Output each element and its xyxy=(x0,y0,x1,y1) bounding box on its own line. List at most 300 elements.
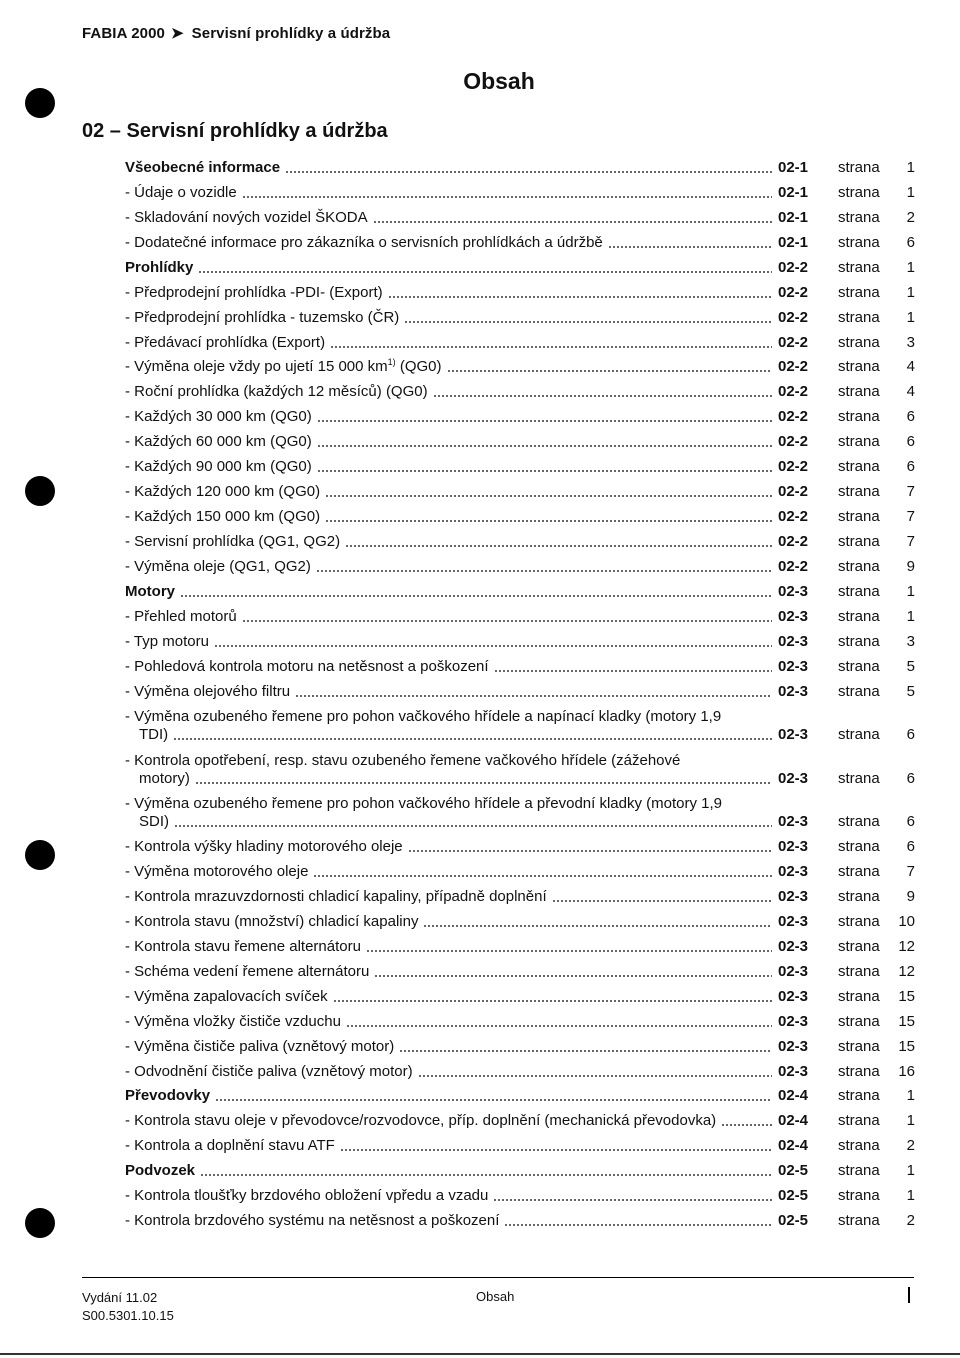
toc-page-number: 6 xyxy=(906,813,915,831)
toc-page-number: 6 xyxy=(906,408,915,426)
toc-text-line1: - Výměna ozubeného řemene pro pohon vačkového hřídele a převodní kladky (motory 1,9 xyxy=(125,795,723,813)
dot-leader xyxy=(325,495,772,497)
toc-page-ref xyxy=(838,683,915,701)
toc-page-ref xyxy=(838,408,915,426)
toc-chapter-code: 02-3 xyxy=(778,937,809,955)
toc-text xyxy=(125,533,340,551)
toc-chapter-code: 02-2 xyxy=(778,333,809,351)
toc-line-2 xyxy=(125,770,778,788)
toc-chapter-code: 02-2 xyxy=(778,433,809,451)
toc-text-main: Prohlídky xyxy=(125,258,194,276)
toc-page-ref xyxy=(838,458,915,476)
toc-text-main: - Výměna čističe paliva (vznětový motor) xyxy=(125,1037,395,1055)
toc-page-word: strana xyxy=(838,582,880,600)
toc-line-2 xyxy=(125,726,778,744)
toc-page-ref xyxy=(838,1013,915,1031)
toc-chapter-code: 02-2 xyxy=(778,283,809,301)
toc-entry xyxy=(125,651,915,676)
toc-page-ref xyxy=(838,1162,915,1180)
binder-hole-icon xyxy=(25,840,55,870)
dot-leader xyxy=(504,1224,772,1226)
dot-leader xyxy=(313,875,772,877)
toc-page-ref xyxy=(838,1087,915,1105)
toc-entry xyxy=(125,526,915,551)
dot-leader xyxy=(285,171,772,173)
toc-text xyxy=(125,159,280,177)
toc-text xyxy=(125,1063,413,1081)
toc-label xyxy=(125,863,778,881)
toc-page-number: 2 xyxy=(906,1212,915,1230)
toc-page-word: strana xyxy=(838,1012,880,1030)
toc-page-number: 1 xyxy=(906,308,915,326)
toc-page-ref xyxy=(838,383,915,401)
toc-chapter-code: 02-2 xyxy=(778,308,809,326)
toc-label xyxy=(125,913,778,931)
toc-category xyxy=(125,1155,915,1180)
page-bottom-edge xyxy=(0,1353,960,1355)
toc-page-number: 12 xyxy=(898,962,915,980)
toc-text-main: - Kontrola mrazuvzdornosti chladicí kapaliny, případně doplnění xyxy=(125,887,547,905)
dot-leader xyxy=(198,271,772,273)
toc-text xyxy=(125,913,418,931)
dot-leader xyxy=(214,645,772,647)
toc-label xyxy=(125,1112,778,1130)
toc-label xyxy=(125,838,778,856)
toc-text-main: - Každých 90 000 km (QG0) xyxy=(125,458,312,476)
footer-page-mark xyxy=(908,1287,910,1303)
toc-page-word: strana xyxy=(838,1087,880,1105)
toc-text-main: - Výměna vložky čističe vzduchu xyxy=(125,1012,341,1030)
toc-chapter-code: 02-3 xyxy=(778,582,809,600)
toc-entry xyxy=(125,1006,915,1031)
toc-chapter-code: 02-2 xyxy=(778,383,809,401)
toc-page-number: 1 xyxy=(906,1087,915,1105)
toc-page-number: 5 xyxy=(906,657,915,675)
toc-text xyxy=(125,558,311,576)
toc-page-ref xyxy=(838,863,915,881)
toc-page-word: strana xyxy=(838,937,880,955)
toc-label xyxy=(125,383,778,401)
dot-leader xyxy=(433,395,772,397)
toc-label xyxy=(125,408,778,426)
toc-chapter-code: 02-3 xyxy=(778,887,809,905)
toc-label xyxy=(125,583,778,601)
dot-leader xyxy=(317,445,772,447)
toc-page-ref xyxy=(838,558,915,576)
arrow-right-icon: ➤ xyxy=(170,25,184,42)
toc-page-word: strana xyxy=(838,769,880,787)
toc-page-number: 6 xyxy=(906,726,915,744)
toc-page-number: 4 xyxy=(906,383,915,401)
toc-text xyxy=(125,284,383,302)
toc-page-word: strana xyxy=(838,533,880,550)
toc-text xyxy=(125,1162,195,1180)
toc-entry xyxy=(125,676,915,701)
toc-page-number: 3 xyxy=(906,333,915,351)
toc-page-word: strana xyxy=(838,458,880,476)
toc-page-ref xyxy=(838,1137,915,1155)
dot-leader xyxy=(494,670,772,672)
toc-entry xyxy=(125,1056,915,1081)
toc-text-line1: - Výměna ozubeného řemene pro pohon vačkového hřídele a napínací kladky (motory 1,9 xyxy=(125,708,722,726)
binder-hole-icon xyxy=(25,1208,55,1238)
toc-text-main: - Schéma vedení řemene alternátoru xyxy=(125,962,370,980)
toc-page-number: 1 xyxy=(906,582,915,600)
toc-chapter-code: 02-5 xyxy=(778,1162,809,1180)
toc-page-number: 1 xyxy=(906,607,915,625)
toc-chapter-code: 02-1 xyxy=(778,208,809,226)
toc-text xyxy=(125,658,489,676)
toc-page-word: strana xyxy=(838,1187,880,1205)
toc-text xyxy=(125,633,209,651)
toc-chapter-code: 02-1 xyxy=(778,183,809,201)
toc-text xyxy=(125,1038,394,1056)
toc-text xyxy=(125,888,547,906)
toc-page-word: strana xyxy=(838,1137,880,1155)
toc-entry xyxy=(125,956,915,981)
toc-page-ref xyxy=(838,334,915,352)
binder-hole-icon xyxy=(25,476,55,506)
toc-page-ref xyxy=(838,358,915,376)
toc-label xyxy=(125,1162,778,1180)
toc-text-main: - Výměna zapalovacích svíček xyxy=(125,987,328,1005)
toc-text-main: - Dodatečné informace pro zákazníka o servisních prohlídkách a údržbě xyxy=(125,233,603,251)
toc-text-main: - Výměna motorového oleje xyxy=(125,863,309,880)
toc-page-number: 1 xyxy=(906,158,915,176)
toc-text xyxy=(125,1187,488,1205)
dot-leader xyxy=(366,950,772,952)
toc-page-word: strana xyxy=(838,813,880,831)
dot-leader xyxy=(180,595,772,597)
toc-page-word: strana xyxy=(838,333,880,351)
toc-page-word: strana xyxy=(838,1212,880,1230)
toc-page-word: strana xyxy=(838,183,880,201)
toc-label xyxy=(125,159,778,177)
toc-text xyxy=(125,988,328,1006)
footer-center: Obsah xyxy=(476,1289,515,1304)
dot-leader xyxy=(317,470,772,472)
toc-page-word: strana xyxy=(838,308,880,326)
toc-page-ref xyxy=(838,1112,915,1130)
dot-leader xyxy=(418,1075,772,1077)
toc-entry xyxy=(125,1031,915,1056)
toc-label xyxy=(125,309,778,327)
toc-page-word: strana xyxy=(838,863,880,880)
toc-text-main: - Výměna oleje (QG1, QG2) xyxy=(125,557,311,575)
toc-chapter-code: 02-3 xyxy=(778,607,809,625)
toc-page-word: strana xyxy=(838,233,880,251)
toc-page-number: 6 xyxy=(906,233,915,251)
toc-text-main: - Kontrola výšky hladiny motorového oleje xyxy=(125,838,403,856)
toc-page-ref xyxy=(838,888,915,906)
toc-page-ref xyxy=(838,938,915,956)
toc-label xyxy=(125,988,778,1006)
toc-page-number: 2 xyxy=(906,1137,915,1155)
dot-leader xyxy=(333,1000,772,1002)
toc-text-main: Motory xyxy=(125,582,175,600)
toc-page-word: strana xyxy=(838,283,880,301)
toc-category xyxy=(125,576,915,601)
toc-text-main: - Výměna oleje vždy po ujetí 15 000 km xyxy=(125,358,388,376)
dot-leader xyxy=(374,975,772,977)
toc-page-number: 4 xyxy=(906,358,915,376)
toc-label xyxy=(125,938,778,956)
toc-label xyxy=(125,234,778,252)
toc-label xyxy=(125,508,778,526)
toc-text xyxy=(125,259,193,277)
toc-text-line2: motory) xyxy=(139,769,190,787)
dot-leader xyxy=(404,321,772,323)
toc-label xyxy=(125,483,778,501)
toc-text-line1: - Kontrola opotřebení, resp. stavu ozubeného řemene vačkového hřídele (zážehové xyxy=(125,751,681,769)
toc-chapter-code: 02-3 xyxy=(778,769,809,787)
toc-page-number: 1 xyxy=(906,1162,915,1180)
toc-page-word: strana xyxy=(838,258,880,276)
toc-entry xyxy=(125,1130,915,1155)
dot-leader xyxy=(215,1099,772,1101)
toc-entry xyxy=(125,376,915,401)
toc-chapter-code: 02-2 xyxy=(778,508,809,526)
footer-doc-number: S00.5301.10.15 xyxy=(82,1308,174,1323)
toc-text-main: - Pohledová kontrola motoru na netěsnost a poškození xyxy=(125,657,489,675)
toc-page-ref xyxy=(838,1038,915,1056)
toc-page-ref xyxy=(838,770,915,788)
toc-chapter-code: 02-3 xyxy=(778,1062,809,1080)
toc-text xyxy=(125,938,361,956)
toc-entry xyxy=(125,352,915,377)
toc-text-main: - Přehled motorů xyxy=(125,607,237,625)
toc-entry xyxy=(125,701,915,745)
toc-chapter-code: 02-3 xyxy=(778,813,809,831)
toc-label xyxy=(125,658,778,676)
toc-text xyxy=(125,433,312,451)
toc-page-word: strana xyxy=(838,383,880,401)
toc-entry xyxy=(125,981,915,1006)
toc-page-ref xyxy=(838,988,915,1006)
toc-entry xyxy=(125,626,915,651)
toc-page-word: strana xyxy=(838,987,880,1005)
footer-divider xyxy=(82,1277,914,1278)
toc-text xyxy=(125,209,368,227)
toc-entry xyxy=(125,906,915,931)
toc-page-word: strana xyxy=(838,632,880,650)
toc-page-word: strana xyxy=(838,682,880,700)
toc-label xyxy=(125,353,778,376)
dot-leader xyxy=(373,221,772,223)
dot-leader xyxy=(317,420,772,422)
toc-text-line2: TDI) xyxy=(139,726,169,744)
dot-leader xyxy=(423,925,772,927)
dot-leader xyxy=(552,900,772,902)
dot-leader xyxy=(340,1149,772,1151)
dot-leader xyxy=(295,695,772,697)
toc-text-main: - Kontrola stavu (množství) chladicí kapaliny xyxy=(125,912,419,930)
toc-entry xyxy=(125,501,915,526)
toc-page-word: strana xyxy=(838,483,880,501)
toc-entry xyxy=(125,788,915,832)
toc-text-main: - Každých 150 000 km (QG0) xyxy=(125,508,321,526)
toc-page-number: 9 xyxy=(906,557,915,575)
footer-left xyxy=(82,1289,174,1325)
toc-page-word: strana xyxy=(838,1062,880,1080)
toc-page-ref xyxy=(838,583,915,601)
toc-text-main: - Každých 60 000 km (QG0) xyxy=(125,433,312,451)
toc-text xyxy=(125,583,175,601)
toc-label xyxy=(125,533,778,551)
toc-text-main: - Předprodejní prohlídka -PDI- (Export) xyxy=(125,283,383,301)
toc-category xyxy=(125,152,915,177)
toc-entry xyxy=(125,601,915,626)
toc-page-number: 1 xyxy=(906,183,915,201)
toc-page-number: 3 xyxy=(906,632,915,650)
toc-text xyxy=(125,508,320,526)
toc-text xyxy=(125,383,428,401)
toc-label xyxy=(125,1187,778,1205)
toc-text xyxy=(125,483,320,501)
dot-leader xyxy=(330,346,772,348)
toc-chapter-code: 02-3 xyxy=(778,863,809,880)
toc-page-ref xyxy=(838,209,915,227)
toc-text xyxy=(125,1137,335,1155)
toc-page-number: 6 xyxy=(906,458,915,476)
toc-page-word: strana xyxy=(838,726,880,744)
toc-chapter-code: 02-3 xyxy=(778,657,809,675)
toc-chapter-code: 02-3 xyxy=(778,838,809,856)
binder-hole-icon xyxy=(25,88,55,118)
toc-page-word: strana xyxy=(838,1112,880,1130)
toc-chapter-code: 02-2 xyxy=(778,258,809,276)
toc-page-number: 1 xyxy=(906,283,915,301)
toc-page-number: 7 xyxy=(906,863,915,880)
toc-chapter-code: 02-1 xyxy=(778,233,809,251)
toc-chapter-code: 02-2 xyxy=(778,358,809,376)
toc-page-ref xyxy=(838,433,915,451)
toc-label xyxy=(125,184,778,202)
toc-label xyxy=(125,752,778,788)
dot-leader xyxy=(388,296,772,298)
toc-page-ref xyxy=(838,1063,915,1081)
toc-line-1 xyxy=(125,795,778,813)
toc-page-ref xyxy=(838,309,915,327)
toc-label xyxy=(125,633,778,651)
dot-leader xyxy=(608,246,772,248)
toc-entry xyxy=(125,551,915,576)
toc-text-main: - Roční prohlídka (každých 12 měsíců) (QG0) xyxy=(125,383,428,401)
toc-text-main: - Kontrola stavu oleje v převodovce/rozvodovce, příp. doplnění (mechanická převodovka) xyxy=(125,1112,717,1130)
toc-text xyxy=(125,608,237,626)
toc-text xyxy=(125,234,603,252)
toc-page-number: 12 xyxy=(898,937,915,955)
toc-page-number: 1 xyxy=(906,1187,915,1205)
toc-page-number: 1 xyxy=(906,1112,915,1130)
toc-text xyxy=(125,184,237,202)
toc-page-word: strana xyxy=(838,358,880,376)
toc-chapter-code: 02-3 xyxy=(778,1012,809,1030)
dot-leader xyxy=(399,1050,772,1052)
toc-page-word: strana xyxy=(838,408,880,426)
toc-text-main: - Kontrola tloušťky brzdového obložení vpředu a vzadu xyxy=(125,1187,489,1205)
toc-label xyxy=(125,1038,778,1056)
toc-line-1 xyxy=(125,708,778,726)
toc-page-number: 10 xyxy=(898,912,915,930)
toc-entry xyxy=(125,931,915,956)
footnote-mark: 1) xyxy=(387,357,396,368)
toc-entry xyxy=(125,227,915,252)
toc-page-word: strana xyxy=(838,607,880,625)
toc-text xyxy=(125,1013,341,1031)
toc-chapter-code: 02-4 xyxy=(778,1137,809,1155)
toc-label xyxy=(125,1212,778,1230)
toc-page-word: strana xyxy=(838,1162,880,1180)
toc-chapter-code: 02-3 xyxy=(778,1037,809,1055)
toc-label xyxy=(125,708,778,744)
toc-page-ref xyxy=(838,159,915,177)
toc-text xyxy=(125,408,312,426)
toc-text xyxy=(125,1212,499,1230)
toc-text-main: - Každých 120 000 km (QG0) xyxy=(125,483,321,501)
toc-page-ref xyxy=(838,483,915,501)
toc-chapter-code: 02-5 xyxy=(778,1187,809,1205)
toc-chapter-code: 02-2 xyxy=(778,408,809,426)
toc-chapter-code: 02-3 xyxy=(778,912,809,930)
toc-page-word: strana xyxy=(838,838,880,856)
toc-text-main: - Servisní prohlídka (QG1, QG2) xyxy=(125,533,341,550)
toc-text-main: - Odvodnění čističe paliva (vznětový motor) xyxy=(125,1062,413,1080)
dot-leader xyxy=(242,196,772,198)
dot-leader xyxy=(242,620,772,622)
toc-page-ref xyxy=(838,508,915,526)
toc-label xyxy=(125,284,778,302)
toc-page-number: 16 xyxy=(898,1062,915,1080)
dot-leader xyxy=(345,545,772,547)
dot-leader xyxy=(721,1124,772,1126)
toc-page-ref xyxy=(838,259,915,277)
toc-entry xyxy=(125,451,915,476)
toc-page-number: 2 xyxy=(906,208,915,226)
toc-entry xyxy=(125,277,915,302)
toc-page-number: 5 xyxy=(906,682,915,700)
toc-entry xyxy=(125,202,915,227)
toc-chapter-code: 02-3 xyxy=(778,632,809,650)
toc-chapter-code: 02-5 xyxy=(778,1212,809,1230)
toc-page-word: strana xyxy=(838,208,880,226)
toc-text-line2: SDI) xyxy=(139,813,169,831)
toc-page-number: 1 xyxy=(906,258,915,276)
toc-label xyxy=(125,558,778,576)
toc-chapter-code: 02-2 xyxy=(778,533,809,550)
dot-leader xyxy=(200,1174,772,1176)
toc-text-main: - Předprodejní prohlídka - tuzemsko (ČR) xyxy=(125,308,400,326)
toc-chapter-code: 02-3 xyxy=(778,682,809,700)
toc-label xyxy=(125,608,778,626)
toc-text-main: - Typ motoru xyxy=(125,632,209,650)
toc-page-ref xyxy=(838,658,915,676)
toc-text-suffix: (QG0) xyxy=(395,358,442,376)
toc-text xyxy=(125,309,399,327)
toc-page-ref xyxy=(838,726,915,744)
toc-page-ref xyxy=(838,633,915,651)
toc-chapter-code: 02-2 xyxy=(778,483,809,501)
toc-chapter-code: 02-4 xyxy=(778,1112,809,1130)
toc-entry xyxy=(125,881,915,906)
dot-leader xyxy=(173,738,772,740)
toc-text-main: - Každých 30 000 km (QG0) xyxy=(125,408,312,426)
toc-page-word: strana xyxy=(838,508,880,526)
toc-page-ref xyxy=(838,184,915,202)
toc-text xyxy=(125,1087,210,1105)
toc-page-word: strana xyxy=(838,962,880,980)
toc-page-word: strana xyxy=(838,887,880,905)
